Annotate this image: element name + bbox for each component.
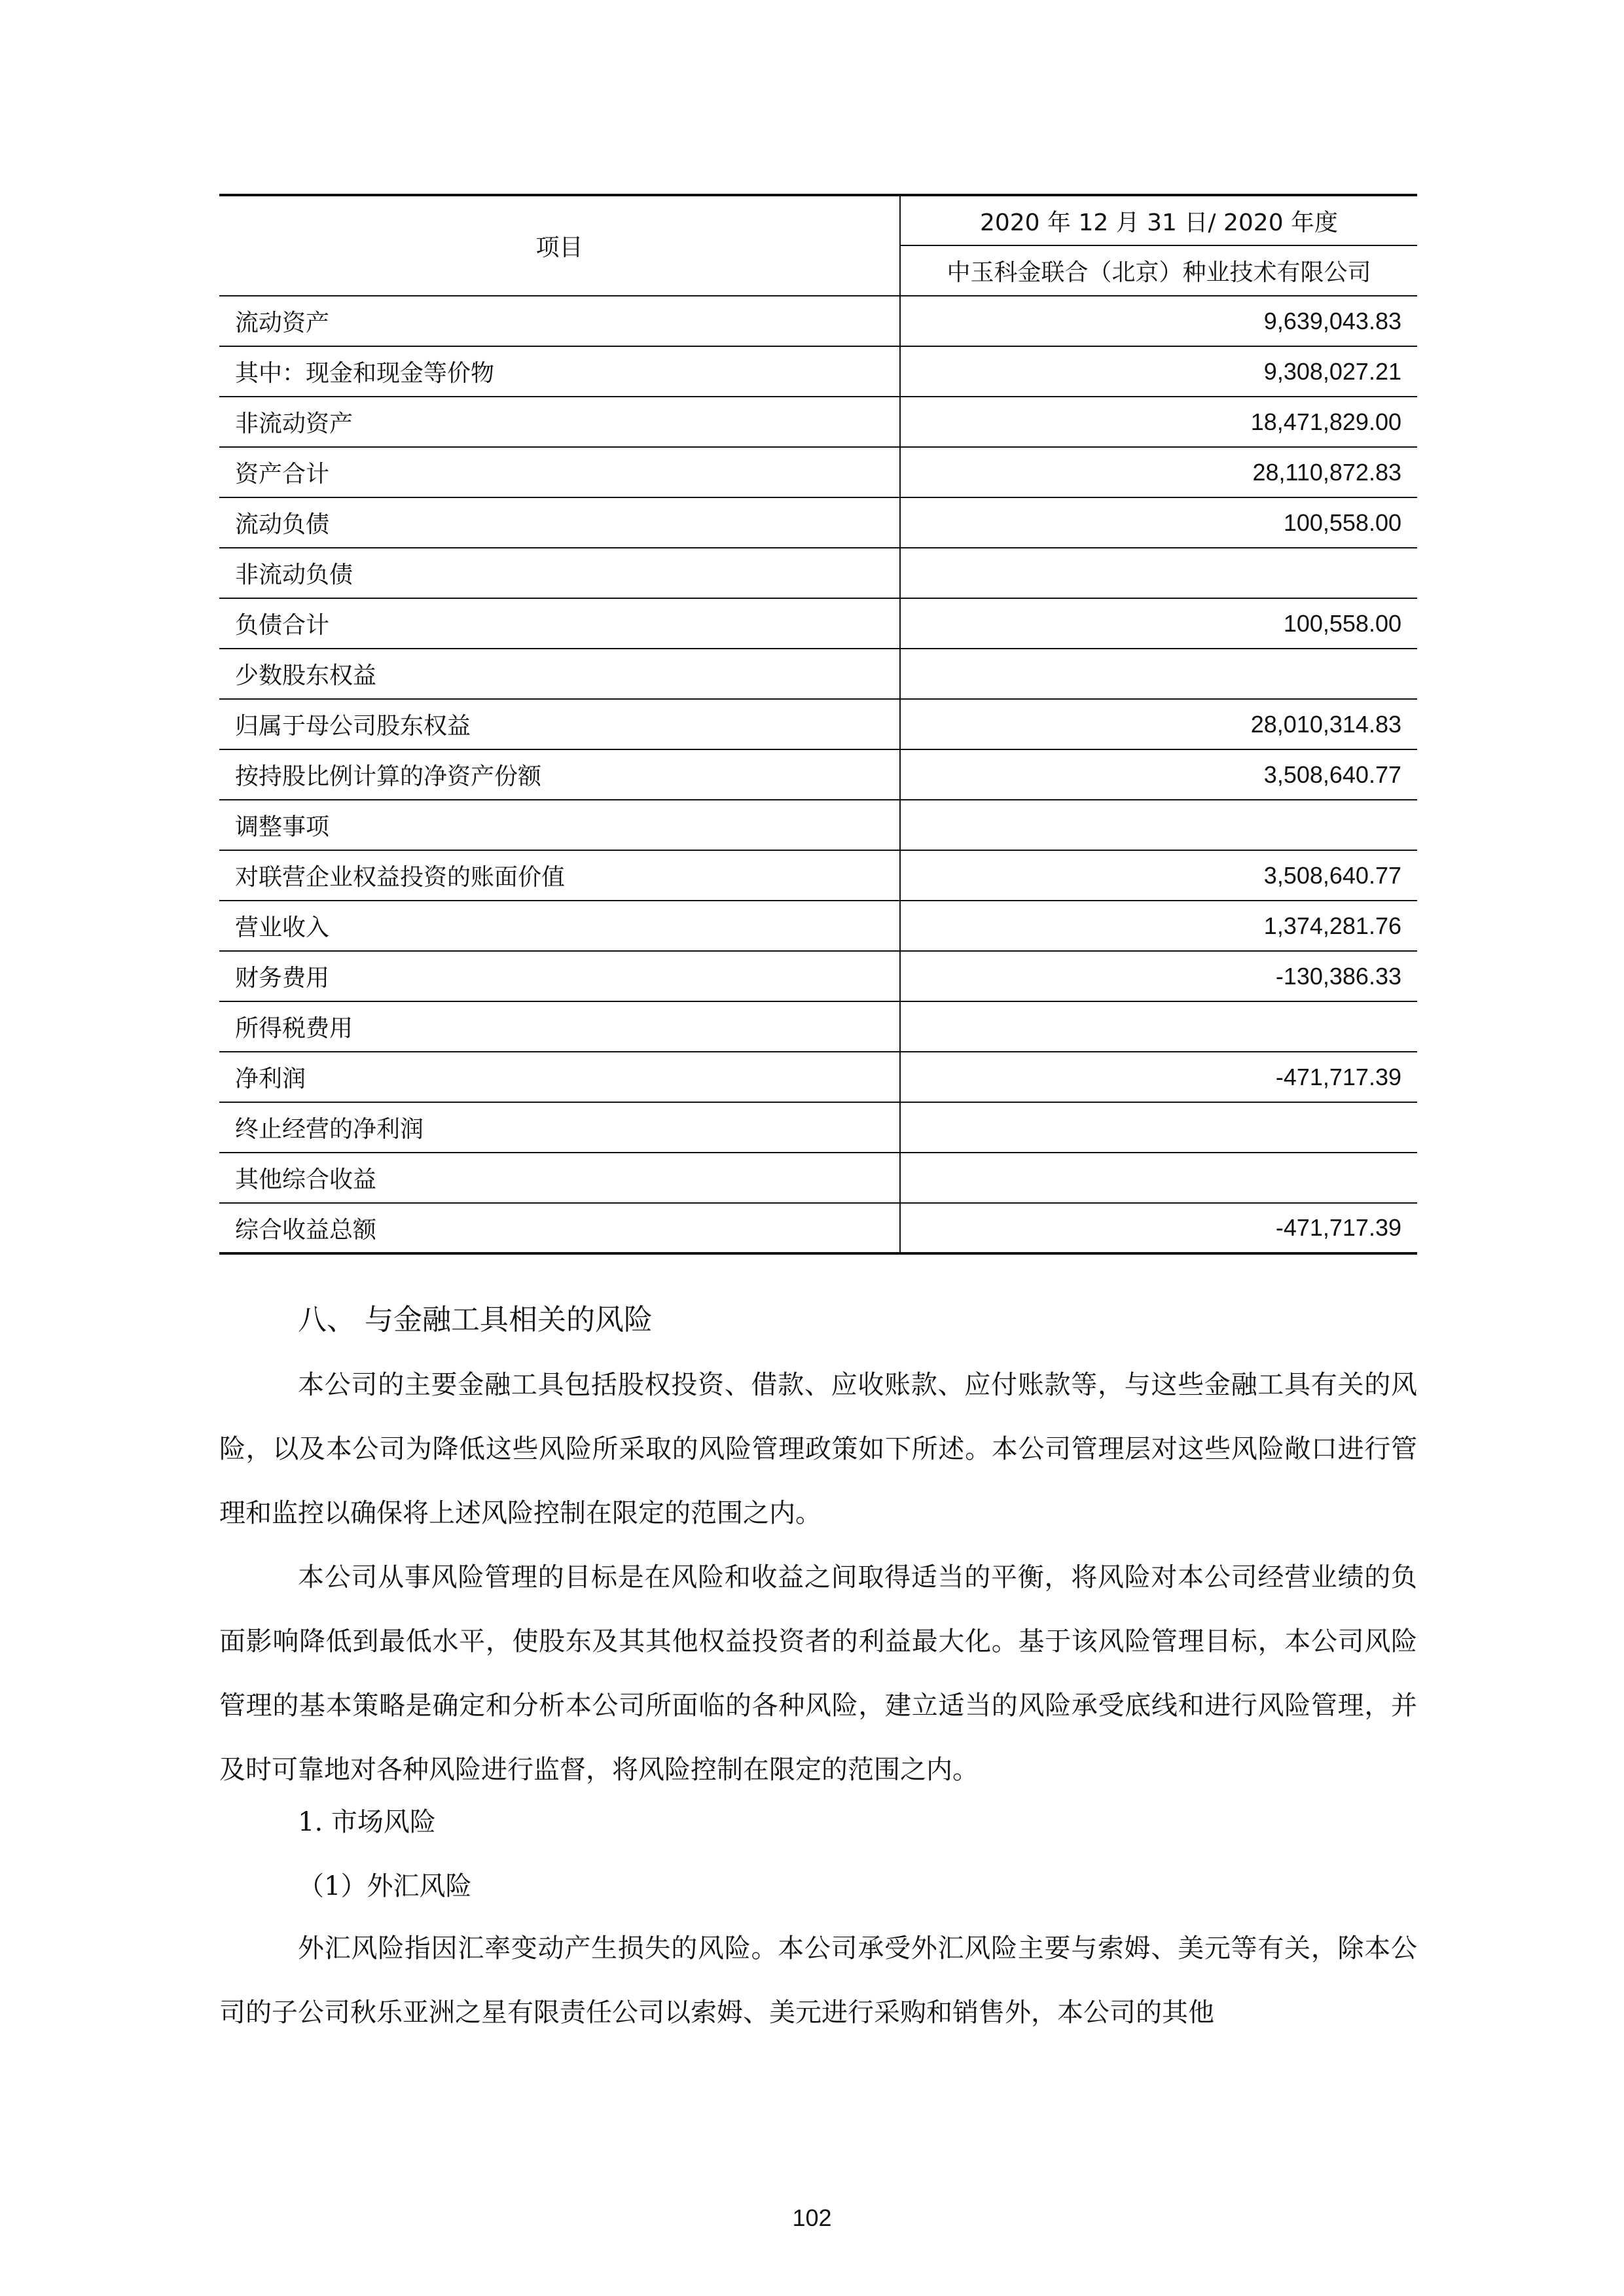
row-label: 对联营企业权益投资的账面价值 bbox=[219, 850, 900, 901]
table-row bbox=[219, 296, 1417, 346]
table-row bbox=[219, 497, 1417, 548]
row-value bbox=[900, 649, 1417, 699]
table-row bbox=[219, 800, 1417, 850]
row-value bbox=[900, 1102, 1417, 1153]
row-label: 少数股东权益 bbox=[219, 649, 900, 699]
financial-summary-table bbox=[219, 194, 1417, 1255]
row-label: 按持股比例计算的净资产份额 bbox=[219, 749, 900, 800]
table-row bbox=[219, 598, 1417, 649]
table-row bbox=[219, 1052, 1417, 1102]
row-value bbox=[900, 548, 1417, 598]
table-row bbox=[219, 749, 1417, 800]
row-value: 28,010,314.83 bbox=[900, 699, 1417, 749]
row-value: -130,386.33 bbox=[900, 951, 1417, 1001]
row-value bbox=[900, 1153, 1417, 1203]
paragraph-2: 本公司从事风险管理的目标是在风险和收益之间取得适当的平衡，将风险对本公司经营业绩的负面影响降低到最低水平，使股东及其其他权益投资者的利益最大化。基于该风险管理目标，本公司风险管理的基本策略是确定和分析本公司所面临的各种风险，建立适当的风险承受底线和进行风险管理，并及时可靠地对各种风险进行监督，将风险控制在限定的范围之内。 bbox=[219, 1562, 1417, 1785]
subheading-fx-risk: （1）外汇风险 bbox=[298, 1871, 472, 1901]
row-value bbox=[900, 800, 1417, 850]
row-label: 财务费用 bbox=[219, 951, 900, 1001]
row-label: 流动资产 bbox=[219, 296, 900, 346]
table-row bbox=[219, 649, 1417, 699]
row-label: 净利润 bbox=[219, 1052, 900, 1102]
header-item: 项目 bbox=[219, 195, 900, 296]
row-label: 综合收益总额 bbox=[219, 1203, 900, 1253]
row-value: 18,471,829.00 bbox=[900, 397, 1417, 447]
row-value: 9,639,043.83 bbox=[900, 296, 1417, 346]
table-row bbox=[219, 901, 1417, 951]
row-label: 其中：现金和现金等价物 bbox=[219, 346, 900, 397]
row-value: 3,508,640.77 bbox=[900, 749, 1417, 800]
row-value: 3,508,640.77 bbox=[900, 850, 1417, 901]
header-company: 中玉科金联合（北京）种业技术有限公司 bbox=[900, 245, 1417, 296]
row-label: 资产合计 bbox=[219, 447, 900, 497]
row-label: 营业收入 bbox=[219, 901, 900, 951]
row-value: -471,717.39 bbox=[900, 1052, 1417, 1102]
row-value bbox=[900, 1001, 1417, 1052]
paragraph-3: 外汇风险指因汇率变动产生损失的风险。本公司承受外汇风险主要与索姆、美元等有关，除本公司的子公司秋乐亚洲之星有限责任公司以索姆、美元进行采购和销售外，本公司的其他 bbox=[219, 1933, 1417, 2028]
row-value: 9,308,027.21 bbox=[900, 346, 1417, 397]
row-label: 非流动资产 bbox=[219, 397, 900, 447]
table-row bbox=[219, 1001, 1417, 1052]
table-row bbox=[219, 1153, 1417, 1203]
header-period: 2020 年 12 月 31 日/ 2020 年度 bbox=[900, 195, 1417, 245]
table-row bbox=[219, 1203, 1417, 1253]
table-row bbox=[219, 850, 1417, 901]
table-row bbox=[219, 447, 1417, 497]
table-row bbox=[219, 346, 1417, 397]
table-row bbox=[219, 1102, 1417, 1153]
row-label: 流动负债 bbox=[219, 497, 900, 548]
row-value: -471,717.39 bbox=[900, 1203, 1417, 1253]
paragraph-1: 本公司的主要金融工具包括股权投资、借款、应收账款、应付账款等，与这些金融工具有关的风险，以及本公司为降低这些风险所采取的风险管理政策如下所述。本公司管理层对这些风险敞口进行管理和监控以确保将上述风险控制在限定的范围之内。 bbox=[219, 1370, 1417, 1528]
table-header-row bbox=[219, 195, 1417, 245]
table-row bbox=[219, 951, 1417, 1001]
table-row bbox=[219, 548, 1417, 598]
table-row bbox=[219, 699, 1417, 749]
row-value: 28,110,872.83 bbox=[900, 447, 1417, 497]
row-label: 归属于母公司股东权益 bbox=[219, 699, 900, 749]
row-value: 1,374,281.76 bbox=[900, 901, 1417, 951]
row-label: 终止经营的净利润 bbox=[219, 1102, 900, 1153]
row-value: 100,558.00 bbox=[900, 598, 1417, 649]
row-label: 负债合计 bbox=[219, 598, 900, 649]
table-row bbox=[219, 397, 1417, 447]
section-heading: 八、 与金融工具相关的风险 bbox=[298, 1303, 653, 1336]
row-label: 其他综合收益 bbox=[219, 1153, 900, 1203]
row-label: 非流动负债 bbox=[219, 548, 900, 598]
page-number: 102 bbox=[792, 2204, 832, 2231]
subheading-market-risk: 1. 市场风险 bbox=[298, 1807, 436, 1837]
row-label: 调整事项 bbox=[219, 800, 900, 850]
row-value: 100,558.00 bbox=[900, 497, 1417, 548]
row-label: 所得税费用 bbox=[219, 1001, 900, 1052]
